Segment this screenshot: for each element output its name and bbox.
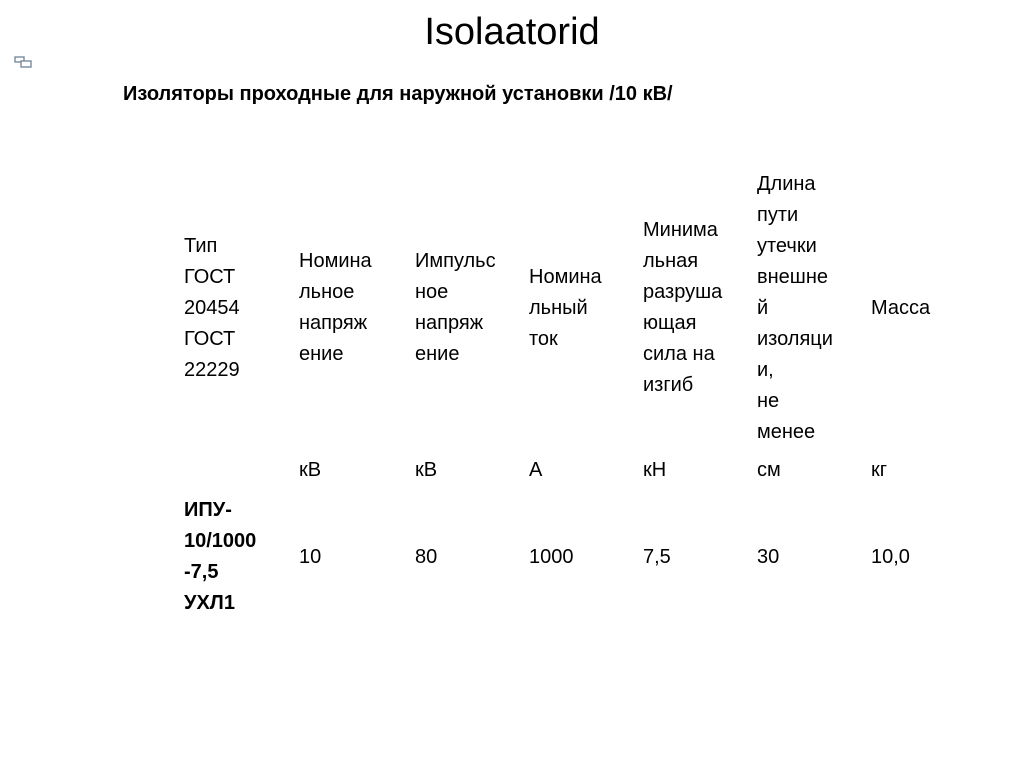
cell-line: 10/1000 xyxy=(184,530,257,552)
value-cell: 10 xyxy=(299,545,322,568)
table-header-row xyxy=(172,166,972,450)
value-cell: 10,0 xyxy=(871,545,910,568)
cell-line: льный xyxy=(529,296,588,319)
cell-line: ение xyxy=(299,343,344,365)
cell-line: напряж xyxy=(415,312,484,334)
cell-line: Длина xyxy=(757,172,816,195)
cell-line: внешне xyxy=(757,265,829,288)
header-cell xyxy=(517,166,631,450)
cell-line: Тип xyxy=(184,234,218,257)
cell-line: УХЛ1 xyxy=(184,592,235,614)
cell-line: изгиб xyxy=(643,374,694,396)
unit-cell: А xyxy=(529,458,543,481)
cell-line: разруша xyxy=(643,281,723,303)
header-cell xyxy=(859,166,972,450)
header-cell xyxy=(403,166,517,450)
cell-line: пути xyxy=(757,203,799,226)
table-row xyxy=(172,490,972,624)
slide-layout-icon xyxy=(14,56,32,68)
unit-cell xyxy=(172,450,287,490)
cell-line: льная xyxy=(643,250,699,272)
cell-line: менее xyxy=(757,420,816,443)
cell-line: ГОСТ xyxy=(184,265,236,288)
cell-line: сила на xyxy=(643,343,715,365)
cell-line: ение xyxy=(415,343,460,365)
unit-cell: кВ xyxy=(299,458,322,481)
header-cell xyxy=(172,166,287,450)
slide-title: Isolaatorid xyxy=(424,11,600,53)
value-cell: 30 xyxy=(757,545,780,568)
unit-cell: кг xyxy=(871,458,888,481)
value-cell: 7,5 xyxy=(643,545,671,568)
cell-line: ющая xyxy=(643,312,697,334)
cell-line: не xyxy=(757,389,780,412)
cell-line: и, xyxy=(757,358,774,381)
type-cell xyxy=(172,490,287,624)
cell-line: Минима xyxy=(643,219,718,241)
header-cell xyxy=(631,166,745,450)
cell-line: льное xyxy=(299,281,355,303)
cell-line: Номина xyxy=(299,250,372,272)
table-caption: Изоляторы проходные для наружной установки /10 кВ/ xyxy=(123,83,673,105)
cell-line: изоляци xyxy=(757,327,833,350)
cell-line: Импульс xyxy=(415,250,496,272)
insulator-table xyxy=(172,166,972,624)
cell-line: утечки xyxy=(757,234,817,257)
cell-line: ток xyxy=(529,327,558,350)
cell-line: -7,5 xyxy=(184,561,219,583)
header-cell xyxy=(287,166,403,450)
unit-cell: см xyxy=(757,458,781,481)
header-cell xyxy=(745,166,859,450)
unit-cell: кВ xyxy=(415,458,438,481)
unit-cell: кН xyxy=(643,458,667,481)
cell-line: й xyxy=(757,296,769,319)
value-cell: 1000 xyxy=(529,545,574,568)
cell-line: ГОСТ xyxy=(184,327,236,350)
cell-line: 20454 xyxy=(184,296,240,319)
cell-line: напряж xyxy=(299,312,368,334)
cell-line: Номина xyxy=(529,265,602,288)
table-units-row xyxy=(172,450,972,490)
cell-line: Масса xyxy=(871,296,931,319)
value-cell: 80 xyxy=(415,545,438,568)
cell-line: 22229 xyxy=(184,358,240,381)
cell-line: ное xyxy=(415,281,449,303)
cell-line: ИПУ- xyxy=(184,499,232,521)
